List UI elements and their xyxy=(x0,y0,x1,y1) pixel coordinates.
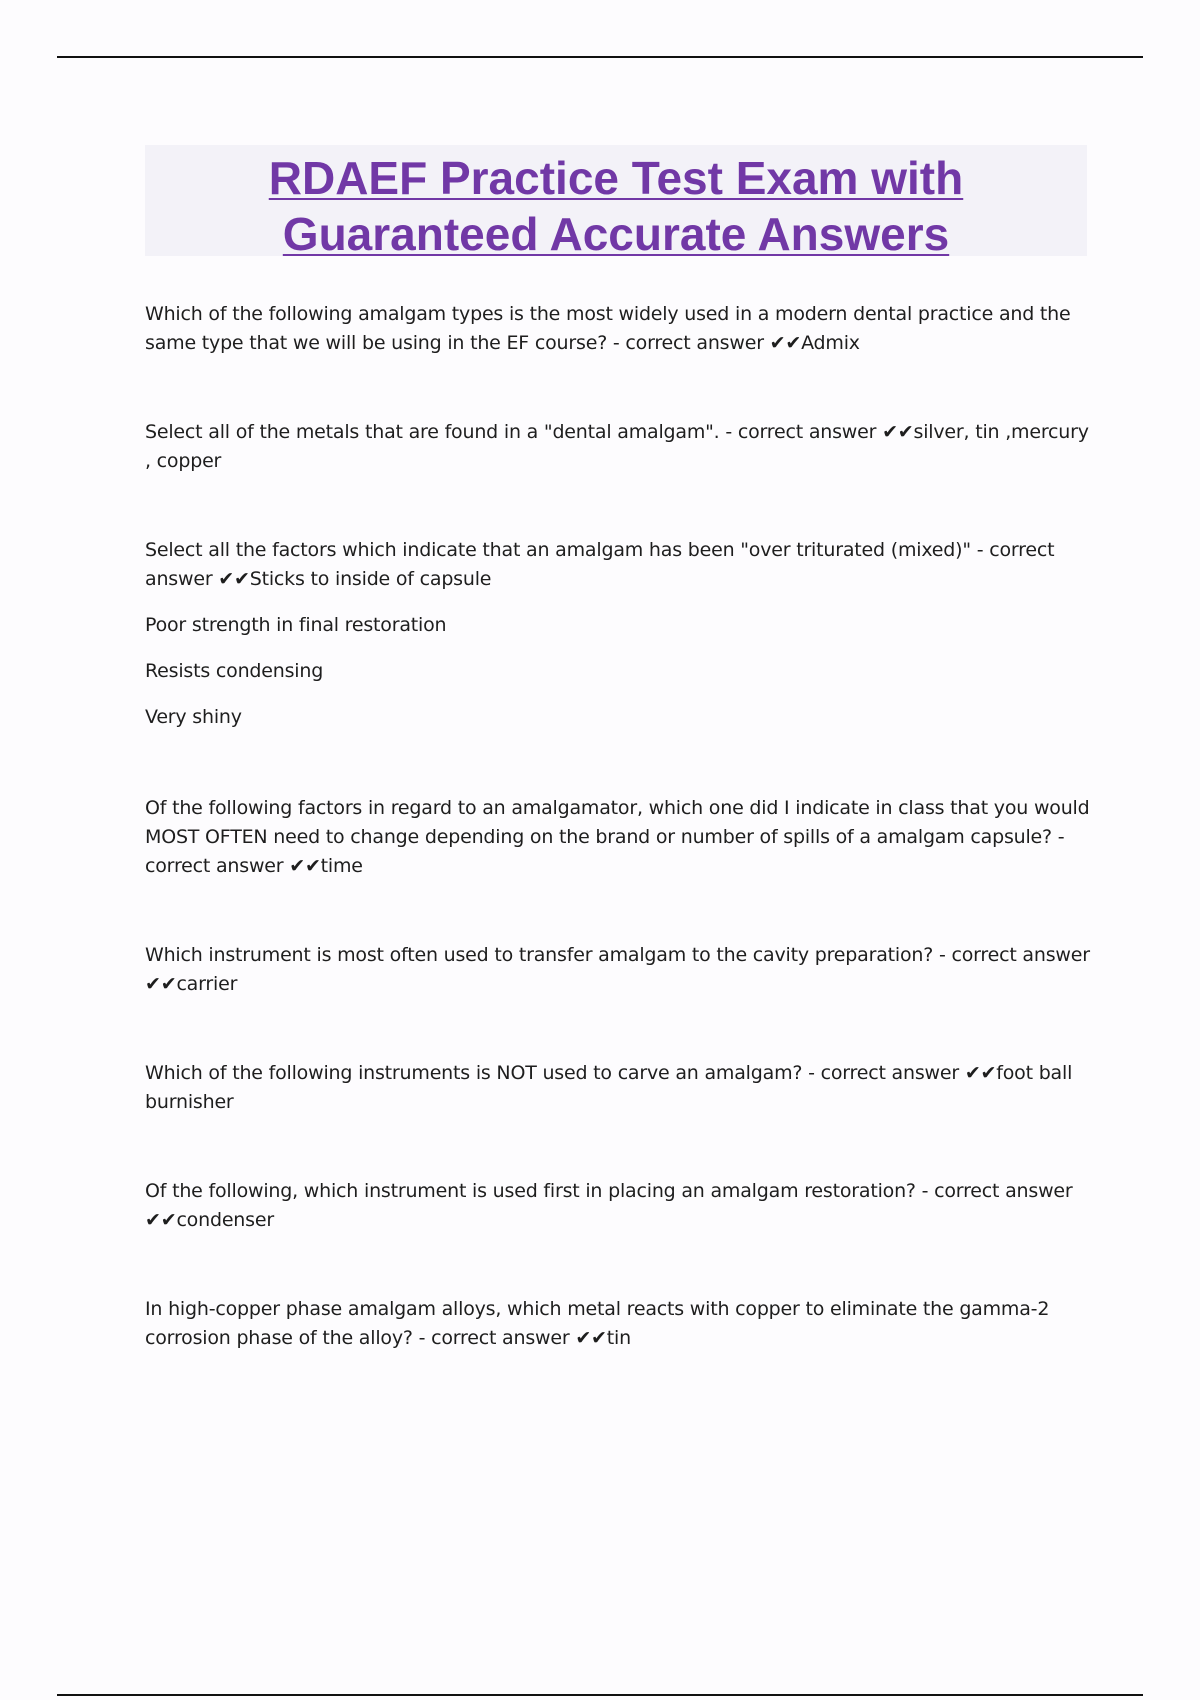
document-title-line-1: RDAEF Practice Test Exam with xyxy=(268,152,964,204)
question-text: Of the following factors in regard to an amalgamator, which one did I indicate in class that you would MOST OFTEN need to change depending on the brand or number of spills of a amalgam capsule? - correct answer ✔✔time xyxy=(145,797,1090,877)
document-title-line-2: Guaranteed Accurate Answers xyxy=(282,208,950,260)
question-text: Of the following, which instrument is used first in placing an amalgam restoration? - correct answer ✔✔condenser xyxy=(145,1180,1073,1231)
answer-extra-line: Very shiny xyxy=(145,706,242,728)
question-item xyxy=(145,536,1095,732)
answer-extra-line: Poor strength in final restoration xyxy=(145,614,447,636)
question-text: Which of the following instruments is NOT used to carve an amalgam? - correct answer ✔✔foot ball burnisher xyxy=(145,1062,1073,1113)
question-item xyxy=(145,418,1095,476)
header-rule xyxy=(57,56,1143,58)
question-item xyxy=(145,300,1095,358)
question-text: Which of the following amalgam types is the most widely used in a modern dental practice and the same type that we will be using in the EF course? - correct answer ✔✔Admix xyxy=(145,303,1071,354)
question-text: In high-copper phase amalgam alloys, which metal reacts with copper to eliminate the gamma-2 corrosion phase of the alloy? - correct answer ✔✔tin xyxy=(145,1298,1050,1349)
question-item xyxy=(145,794,1095,881)
question-item xyxy=(145,1059,1095,1117)
document-title-box xyxy=(145,145,1087,260)
footer-rule xyxy=(57,1694,1143,1696)
question-item xyxy=(145,1295,1095,1353)
question-text: Select all the factors which indicate that an amalgam has been "over triturated (mixed)" - correct answer ✔✔Sticks to inside of capsule xyxy=(145,539,1055,590)
question-text: Select all of the metals that are found in a "dental amalgam". - correct answer ✔✔silver, tin ,mercury , copper xyxy=(145,421,1089,472)
question-item xyxy=(145,941,1095,999)
question-text: Which instrument is most often used to transfer amalgam to the cavity preparation? - correct answer ✔✔carrier xyxy=(145,944,1090,995)
question-item xyxy=(145,1177,1095,1235)
answer-extra-line: Resists condensing xyxy=(145,660,324,682)
question-list xyxy=(145,300,1095,1413)
